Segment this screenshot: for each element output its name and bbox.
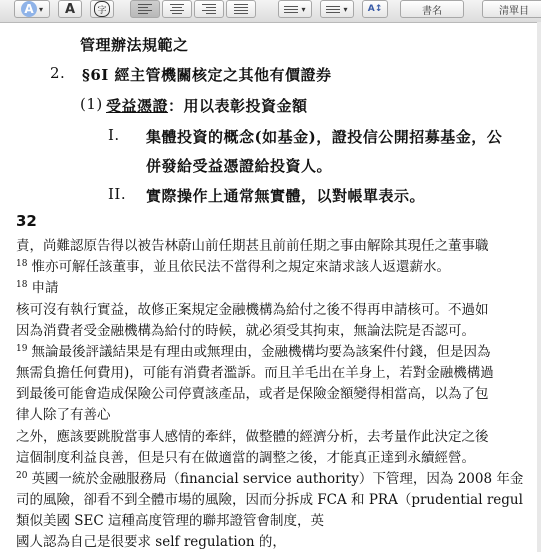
align-right-icon [202, 4, 216, 14]
footnote-marker: 18 [16, 258, 28, 269]
sort-button[interactable] [362, 0, 388, 18]
list-number-1: (1) [80, 95, 103, 113]
justify-icon [234, 4, 248, 14]
footnote-text-line: 類似美國 SEC 這種高度管理的聯邦證管會制度，英 [16, 513, 325, 529]
formatting-toolbar [0, 0, 541, 23]
phonetic-guide-button[interactable] [90, 0, 114, 18]
footnote-marker: 19 [16, 343, 28, 354]
footnote-text-line: 之外，應該要跳脫當事人感情的牽絆，做整體的經濟分析，去考量作此決定之後 [16, 429, 489, 445]
footnote-text-line: 無需負擔任何費用)，可能有消費者濫訴。而且羊毛出在羊身上，若對金融機構過 [16, 365, 494, 381]
style-title-label: 書名 [422, 5, 442, 17]
beneficiary-certificate-heading [106, 95, 308, 116]
issue-certificate-line: 併發給受益憑證給投資人。 [146, 157, 333, 175]
footnote-text-line: 核可沒有執行實益，故修正案規定金融機構為給付之後不得再申請核可。不過如 [16, 302, 489, 318]
footnote-text-line: 國人認為自己是很要求 self regulation 的， [16, 534, 286, 550]
align-center-button[interactable] [162, 0, 192, 18]
footnote-20 [16, 467, 523, 487]
footnote-18a [16, 255, 450, 275]
collective-investment-line: 集體投資的概念(如基金)，證投信公開招募基金，公 [146, 128, 503, 146]
phonetic-guide-icon: 字 [94, 1, 110, 17]
bullets-icon [326, 6, 340, 13]
chevron-down-icon: ▾ [301, 4, 306, 14]
font-color-icon: A [21, 1, 37, 17]
footnote-text-line: 律人除了有善心 [16, 407, 111, 423]
chevron-down-icon: ▾ [343, 4, 348, 14]
bullets-button[interactable] [320, 0, 354, 18]
vertical-scrollbar[interactable] [537, 22, 541, 552]
footnote-text-line: 這個制度利益良善，但是只有在做適當的調整之後，才能真正達到永續經營。 [16, 450, 475, 466]
style-list-button[interactable] [482, 0, 541, 18]
justify-button[interactable] [226, 0, 256, 18]
footnote-text-line: 因為消費者受金融機構為給付的時候，就必須受其拘束，無論法院是否認可。 [16, 323, 475, 339]
footnote-text: 無論最後評議結果是有理由或無理由，金融機構均要為該案件付錢，但是因為 [31, 344, 491, 360]
align-center-icon [170, 4, 184, 14]
footnote-text-line: 責，尚難認原告得以被告林蔚山前任期甚且前前任期之事由解除其現任之董事職 [16, 238, 489, 254]
text-highlight-icon: A [64, 1, 76, 17]
style-list-label: 清單目 [499, 5, 529, 17]
footnote-marker: 20 [16, 470, 28, 481]
text-highlight-button[interactable] [58, 0, 82, 18]
practical-operation-line: 實際操作上通常無實體，以對帳單表示。 [146, 187, 426, 205]
line-spacing-button[interactable] [278, 0, 312, 18]
footnote-text: 惟亦可解任該董事，並且依民法不當得利之規定來請求該人返還薪水。 [31, 259, 450, 275]
style-title-button[interactable] [400, 0, 464, 18]
roman-numeral-2: II. [108, 185, 127, 203]
heading-rest: ：用以表彰投資金額 [168, 97, 308, 115]
font-color-button[interactable] [14, 0, 50, 18]
sort-icon: A↕ [367, 4, 383, 14]
align-right-button[interactable] [194, 0, 224, 18]
page-number: 32 [16, 212, 37, 230]
align-left-icon [138, 4, 152, 14]
footnote-text: 英國一統於金融服務局（financial service authority）下管理，因為 2008 年金 [31, 471, 524, 487]
footnote-marker: 18 [16, 279, 28, 290]
chevron-down-icon: ▾ [38, 4, 43, 14]
underlined-term: 受益憑證 [106, 97, 169, 115]
footnote-19 [16, 340, 490, 360]
footnote-text-line: 到最後可能會造成保險公司停賣該產品，或者是保險金額變得相當高，以為了包 [16, 386, 489, 402]
list-number-2: 2. [50, 64, 66, 82]
section-heading-6i: §6I 經主管機關核定之其他有價證券 [82, 66, 332, 84]
footnote-text-line: 司的風險，卻看不到全體市場的風險，因而分拆成 FCA 和 PRA（prudential regul [16, 492, 523, 508]
footnote-18b [16, 276, 58, 296]
align-left-button[interactable] [130, 0, 160, 18]
line-spacing-icon [284, 6, 298, 13]
line-regulation: 管理辦法規範之 [80, 36, 189, 54]
footnote-text: 申請 [31, 280, 59, 296]
roman-numeral-1: I. [108, 126, 120, 144]
